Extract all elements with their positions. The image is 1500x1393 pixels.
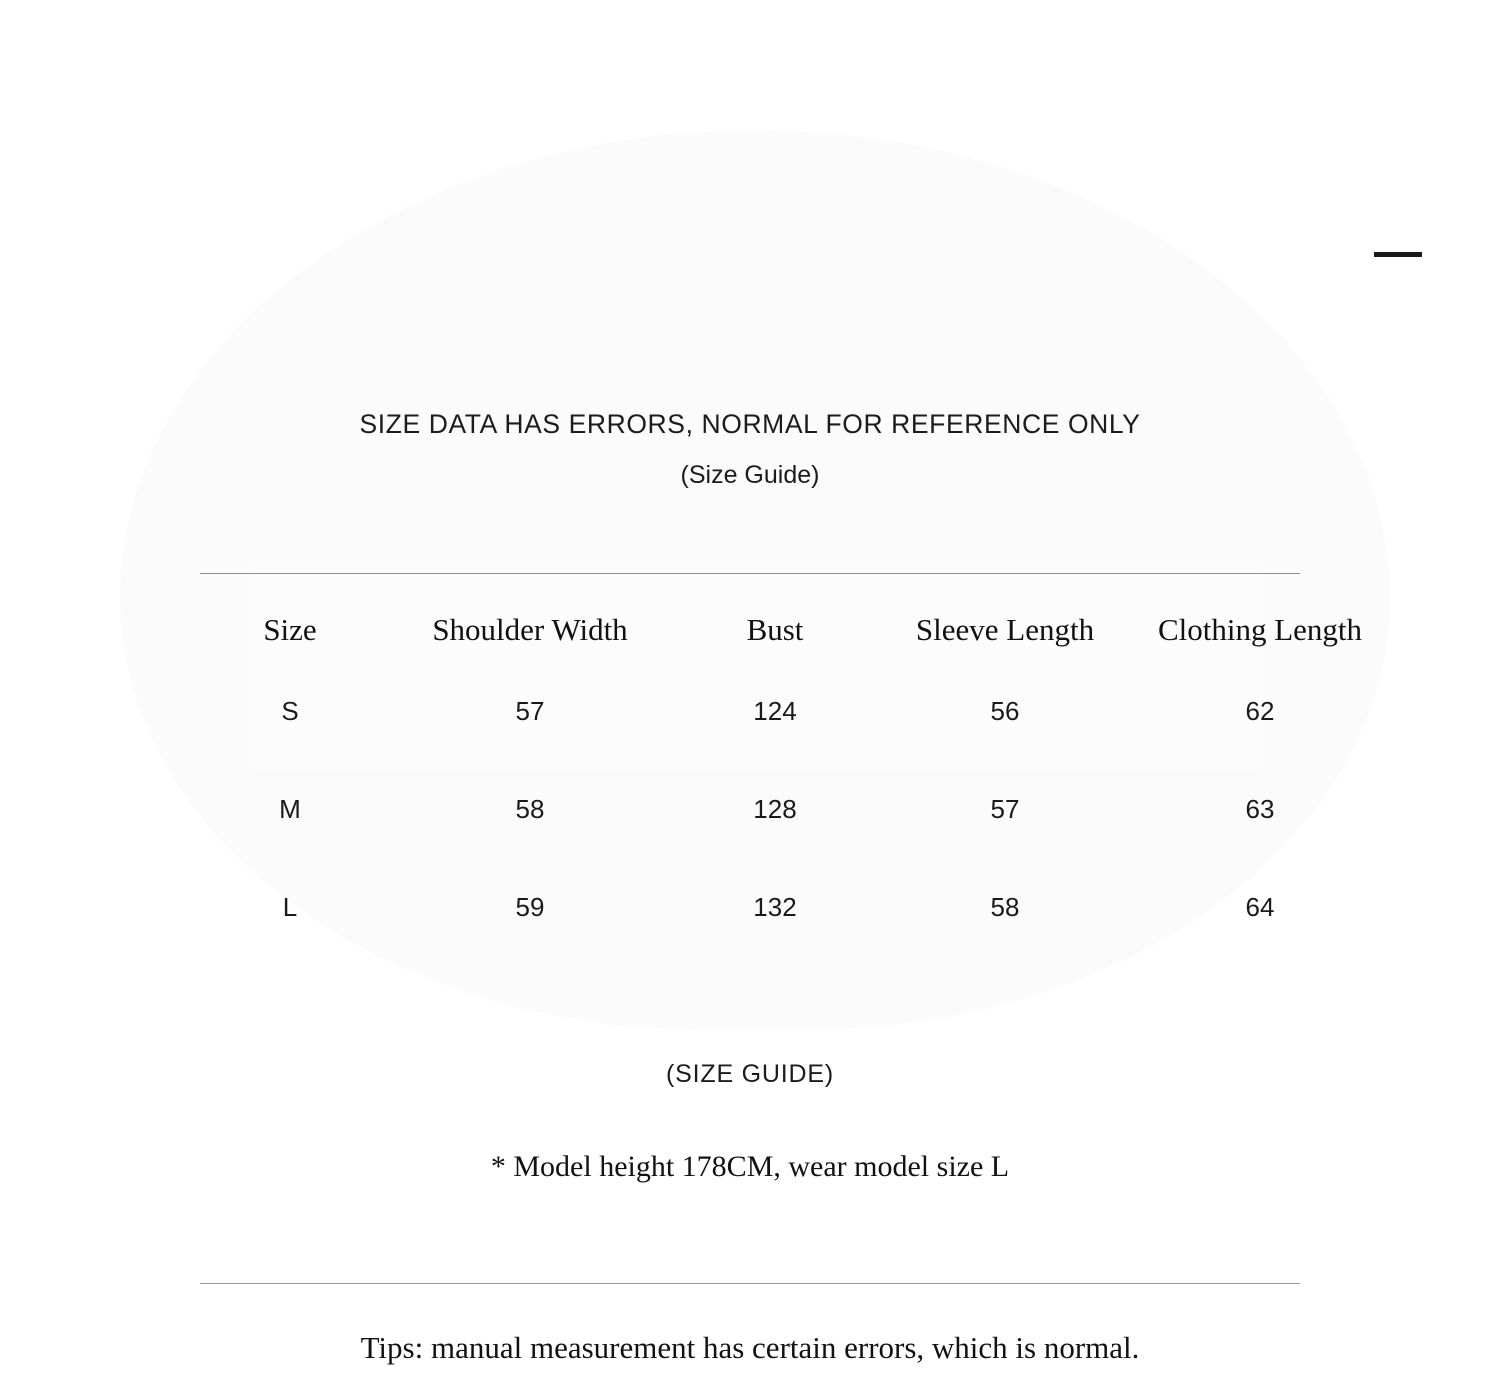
size-guide-caption: (SIZE GUIDE) [666,1060,834,1088]
cell-sleeve: 56 [990,695,1020,726]
cell-bust: 124 [753,695,797,726]
table-row [200,662,1380,760]
column-header-clothing-length: Clothing Length [1157,612,1363,647]
column-header-bust: Bust [746,612,804,647]
cell-shoulder: 59 [515,891,545,922]
cell-length: 63 [1245,793,1275,824]
size-table [200,612,1380,956]
heading-block [0,408,1500,490]
cell-size: S [281,695,299,726]
model-height-note: * Model height 178CM, wear model size L [490,1150,1010,1183]
column-header-sleeve-length: Sleeve Length [915,612,1095,647]
column-header-size: Size [263,612,317,647]
table-row [200,760,1380,858]
divider-top [200,573,1300,574]
table-header-row [200,612,1380,662]
cell-sleeve: 58 [990,891,1020,922]
cell-size: L [282,891,298,922]
measurement-tips-note: Tips: manual measurement has certain errors, which is normal. [360,1330,1140,1365]
column-header-shoulder-width: Shoulder Width [432,612,628,647]
dash-mark-icon [1374,252,1422,257]
cell-shoulder: 57 [515,695,545,726]
table-row [200,858,1380,956]
cell-bust: 132 [753,891,797,922]
cell-length: 64 [1245,891,1275,922]
cell-sleeve: 57 [990,793,1020,824]
cell-size: M [279,793,301,824]
page-subtitle: (Size Guide) [680,461,820,490]
page-title: SIZE DATA HAS ERRORS, NORMAL FOR REFERENCE ONLY [359,409,1141,439]
divider-bottom [200,1283,1300,1284]
cell-shoulder: 58 [515,793,545,824]
cell-length: 62 [1245,695,1275,726]
cell-bust: 128 [753,793,797,824]
